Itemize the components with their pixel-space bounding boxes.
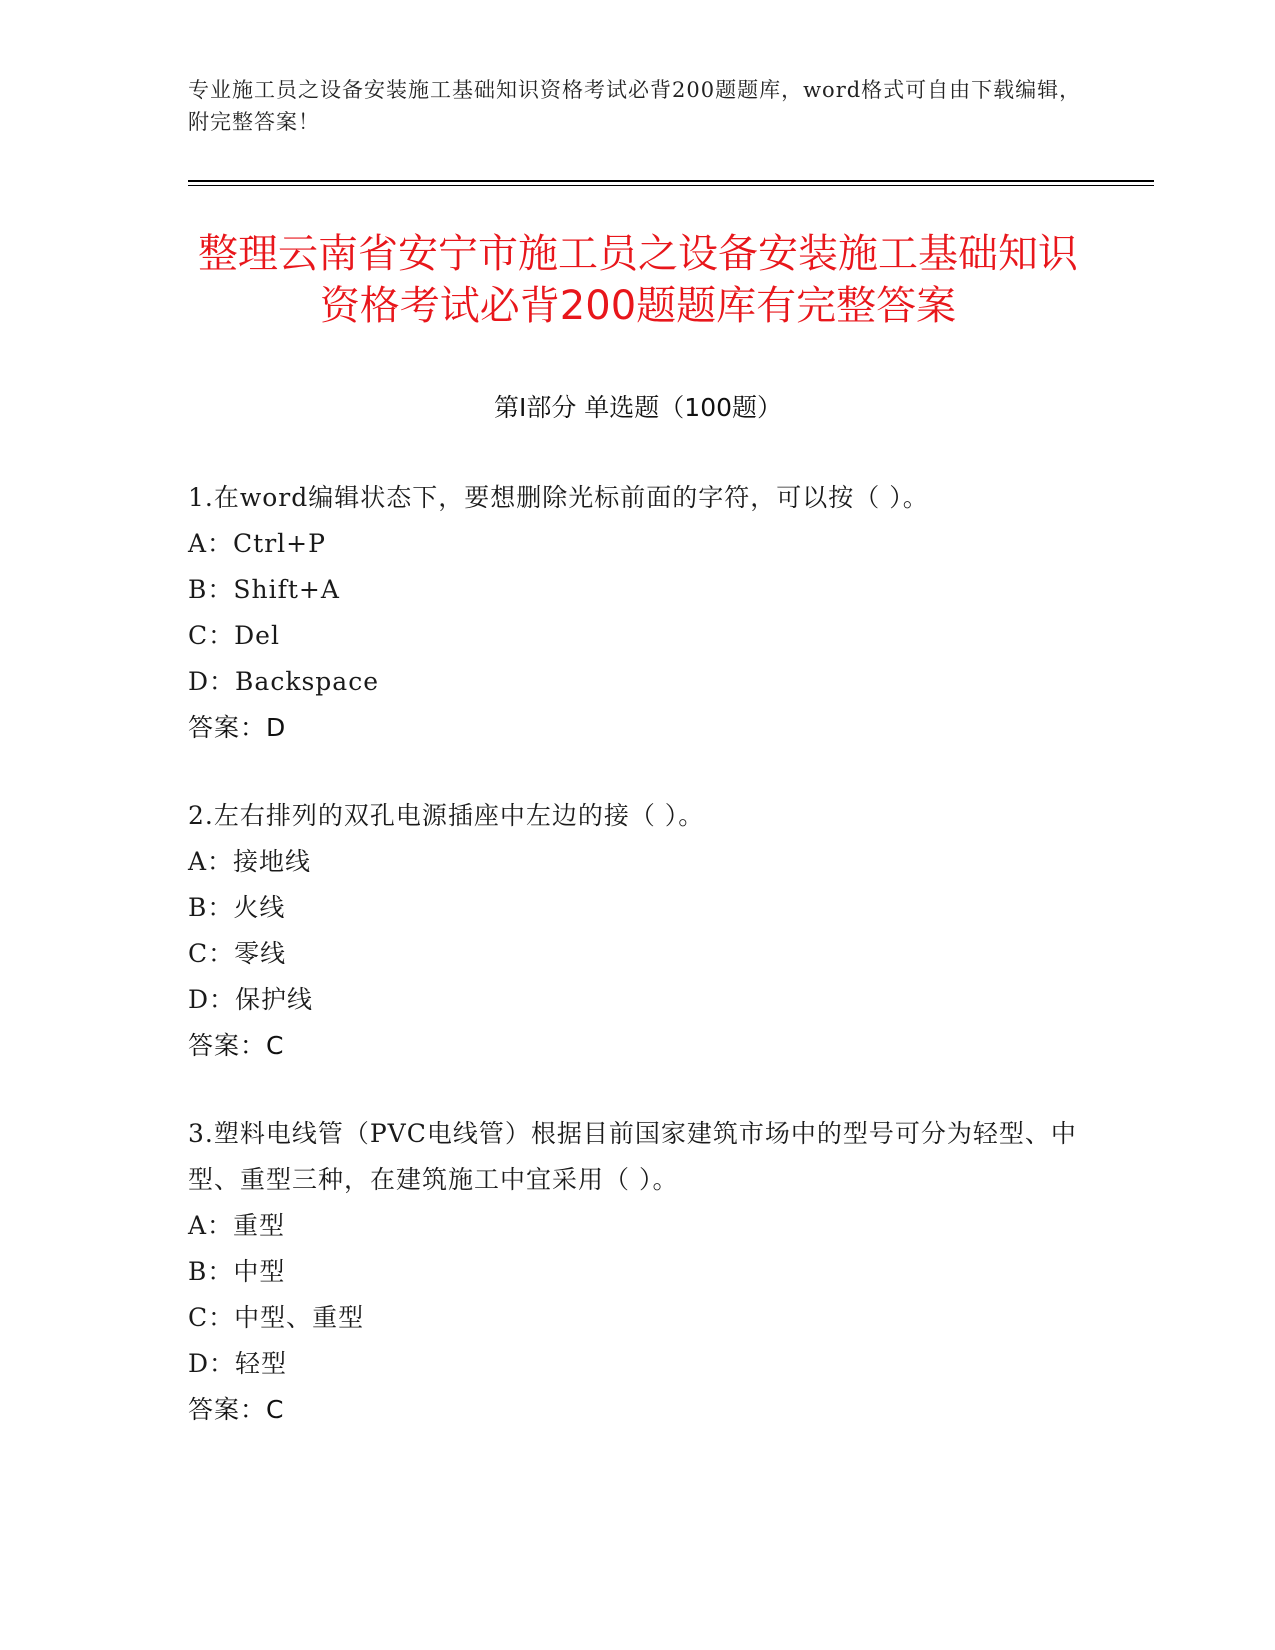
option-a: A：接地线 — [188, 847, 312, 876]
option-a: A：重型 — [188, 1211, 286, 1240]
question-stem: 2.左右排列的双孔电源插座中左边的接（ ）。 — [188, 801, 705, 830]
option-b: B：Shift+A — [188, 575, 340, 604]
header-divider-thick — [188, 180, 1154, 182]
header-note: 专业施工员之设备安装施工基础知识资格考试必背200题题库，word格式可自由下载编辑，附完整答案！ — [188, 78, 1082, 134]
option-c: C：中型、重型 — [188, 1303, 365, 1332]
option-b: B：火线 — [188, 893, 286, 922]
answer: 答案：C — [188, 1395, 285, 1424]
document-title: 整理云南省安宁市施工员之设备安装施工基础知识资格考试必背200题题库有完整答案 — [198, 231, 1078, 329]
section-title: 第I部分 单选题（100题） — [493, 393, 783, 422]
question-stem: 1.在word编辑状态下，要想删除光标前面的字符，可以按（ ）。 — [188, 483, 929, 512]
option-d: D：Backspace — [188, 667, 380, 696]
option-b: B：中型 — [188, 1257, 286, 1286]
option-c: C：零线 — [188, 939, 287, 968]
question-2 — [188, 793, 1088, 1069]
option-d: D：保护线 — [188, 985, 314, 1014]
header-divider-thin — [188, 185, 1154, 186]
question-3 — [188, 1111, 1088, 1433]
answer: 答案：C — [188, 1031, 285, 1060]
question-1 — [188, 475, 1088, 751]
option-d: D：轻型 — [188, 1349, 288, 1378]
question-stem: 3.塑料电线管（PVC电线管）根据目前国家建筑市场中的型号可分为轻型、中型、重型三种，在建筑施工中宜采用（ ）。 — [188, 1119, 1077, 1194]
option-a: A：Ctrl+P — [188, 529, 326, 558]
option-c: C：Del — [188, 621, 280, 650]
answer: 答案：D — [188, 713, 287, 742]
